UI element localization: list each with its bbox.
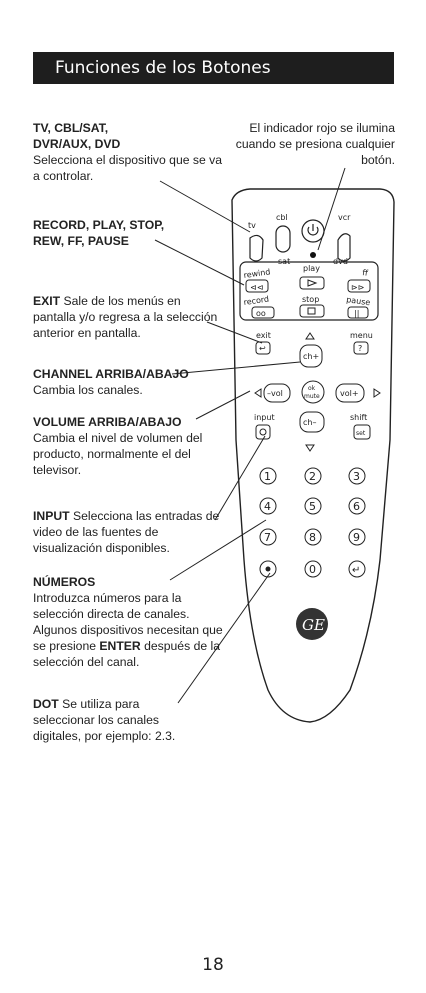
vol-up-label: vol+ xyxy=(340,389,359,398)
callout-device-title1: TV, CBL/SAT, xyxy=(33,121,109,135)
ch-down-label: ch– xyxy=(303,418,317,427)
callout-input-title: INPUT xyxy=(33,509,70,523)
indicator-led xyxy=(310,252,316,258)
callout-dot-desc: Se utiliza para seleccionar los canales digitales, por ejemplo: 2.3. xyxy=(33,697,176,743)
power-icon xyxy=(308,224,318,235)
dvd-label: dvd xyxy=(333,257,348,266)
callout-numbers-desc2: después de la selección del canal. xyxy=(33,639,220,669)
exit-icon: ↩ xyxy=(259,344,266,353)
ch-up-label: ch+ xyxy=(303,352,320,361)
digit-8-label: 8 xyxy=(309,531,316,544)
ch-up-arrow-icon xyxy=(306,333,314,339)
menu-icon: ? xyxy=(358,344,363,353)
ge-logo-text: GE xyxy=(302,616,325,634)
callout-transport-title2: REW, FF, PAUSE xyxy=(33,234,129,248)
digit-5-label: 5 xyxy=(309,500,316,513)
input-label: input xyxy=(254,413,275,422)
record-icon: oo xyxy=(256,309,266,318)
callout-device-desc: Selecciona el dispositivo que se va a controlar. xyxy=(33,153,223,183)
indicator-note: El indicador rojo se ilumina cuando se presiona cualquier botón. xyxy=(235,121,395,167)
play-icon xyxy=(308,280,316,286)
ch-down-arrow-icon xyxy=(306,445,314,451)
menu-label: menu xyxy=(350,331,373,340)
callout-numbers-enter: ENTER xyxy=(99,639,141,653)
page-number: 18 xyxy=(202,955,224,975)
tv-label: tv xyxy=(248,221,256,230)
vol-up-arrow-icon xyxy=(374,389,380,397)
section-title: Funciones de los Botones xyxy=(55,58,271,78)
callout-numbers-title: NÚMEROS xyxy=(33,575,96,589)
stop-button[interactable] xyxy=(300,305,324,317)
shift-label: shift xyxy=(350,413,368,422)
cbl-sat-button[interactable] xyxy=(276,226,290,252)
input-button[interactable] xyxy=(256,425,270,439)
callout-channel-desc: Cambia los canales. xyxy=(33,383,143,397)
callout-exit-title: EXIT xyxy=(33,294,61,308)
digit-9-label: 9 xyxy=(353,531,360,544)
pause-icon: || xyxy=(354,309,360,318)
rewind-label: rewind xyxy=(243,267,271,280)
digit-1-label: 1 xyxy=(264,470,271,483)
digit-0-label: 0 xyxy=(309,563,316,576)
vol-down-arrow-icon xyxy=(255,389,261,397)
callout-volume-title: VOLUME ARRIBA/ABAJO xyxy=(33,415,182,429)
enter-icon: ↵ xyxy=(352,565,361,576)
callout-input-desc: Selecciona las entradas de video de las fuentes de visualización disponibles. xyxy=(33,509,220,555)
dot-icon xyxy=(266,567,271,572)
numeric-keypad xyxy=(260,468,365,577)
vol-down-label: –vol xyxy=(267,389,283,398)
set-label: set xyxy=(356,430,366,437)
vcr-label: vcr xyxy=(338,213,351,222)
play-button[interactable] xyxy=(300,277,324,289)
play-label: play xyxy=(303,264,320,273)
digit-4-label: 4 xyxy=(264,500,271,513)
sat-label: sat xyxy=(278,257,291,266)
callout-transport-title1: RECORD, PLAY, STOP, xyxy=(33,218,165,232)
input-icon xyxy=(260,429,266,435)
stop-icon xyxy=(308,308,315,314)
cbl-label: cbl xyxy=(276,213,288,222)
digit-2-label: 2 xyxy=(309,470,316,483)
callout-dot-title: DOT xyxy=(33,697,59,711)
record-label: record xyxy=(243,294,270,307)
digit-6-label: 6 xyxy=(353,500,360,513)
digit-7-label: 7 xyxy=(264,531,271,544)
ff-label: ff xyxy=(361,268,369,278)
rewind-icon: ⊲⊲ xyxy=(250,283,264,292)
tv-button[interactable] xyxy=(250,235,263,261)
ff-icon: ⊳⊳ xyxy=(351,283,365,292)
exit-label: exit xyxy=(256,331,271,340)
digit-3-label: 3 xyxy=(353,470,360,483)
callout-channel-title: CHANNEL ARRIBA/ABAJO xyxy=(33,367,189,381)
pause-label: pause xyxy=(345,295,371,308)
callout-device-title2: DVR/AUX, DVD xyxy=(33,137,121,151)
callout-volume-desc: Cambia el nivel de volumen del producto, normalmente el del televisor. xyxy=(33,431,203,477)
ok-label: ok xyxy=(308,385,316,392)
stop-label: stop xyxy=(302,295,320,304)
mute-label: mute xyxy=(304,393,320,400)
callout-exit-desc: Sale de los menús en pantalla y/o regresa a la selección anterior en pantalla. xyxy=(33,294,218,340)
callout-numbers-desc1: Introduzca números para la selección directa de canales. Algunos dispositivos necesitan que se presione xyxy=(33,591,223,653)
